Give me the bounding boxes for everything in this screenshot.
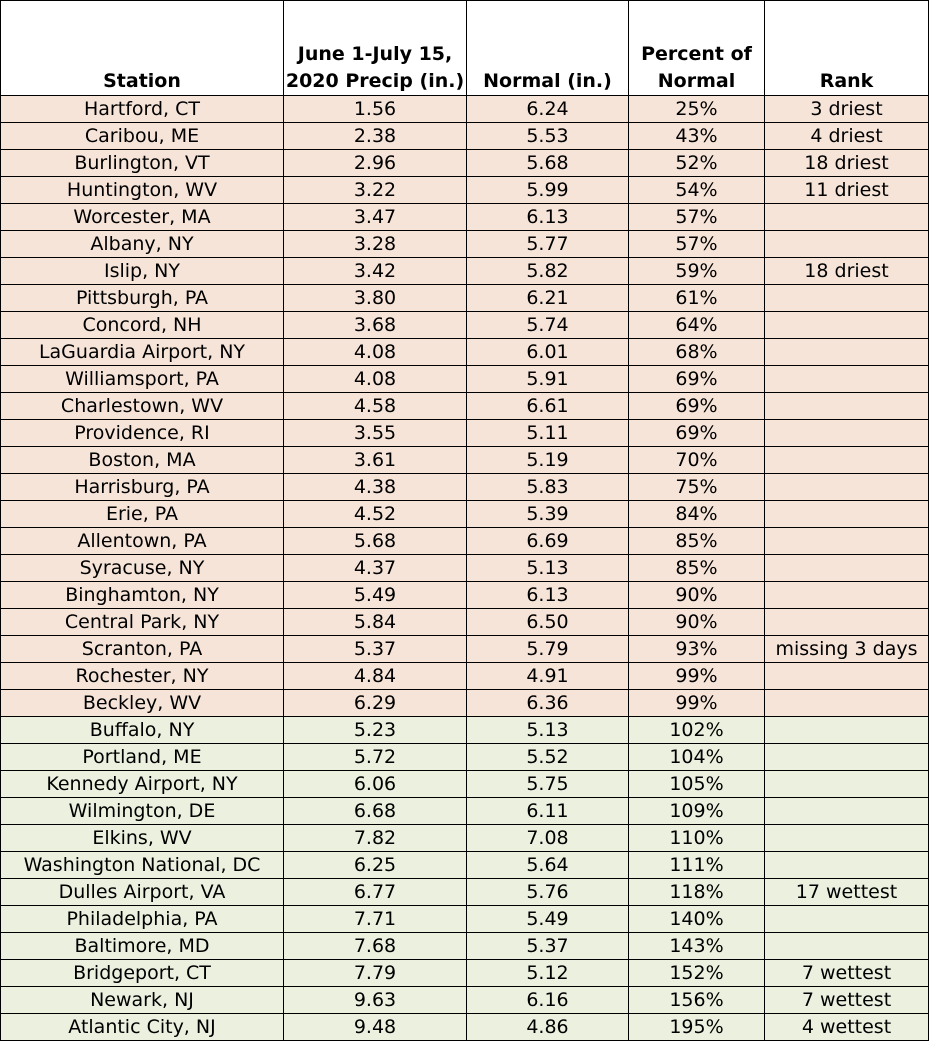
percent-cell: 110%: [629, 825, 765, 852]
percent-cell: 152%: [629, 960, 765, 987]
station-cell: Baltimore, MD: [1, 933, 284, 960]
station-cell: Caribou, ME: [1, 123, 284, 150]
normal-cell: 5.74: [467, 312, 629, 339]
normal-cell: 6.61: [467, 393, 629, 420]
table-row: [1, 1014, 929, 1041]
station-cell: Dulles Airport, VA: [1, 879, 284, 906]
rank-cell: missing 3 days: [765, 636, 929, 663]
normal-cell: 6.13: [467, 204, 629, 231]
normal-cell: 5.13: [467, 717, 629, 744]
station-cell: Philadelphia, PA: [1, 906, 284, 933]
precip-cell: 6.25: [284, 852, 467, 879]
rank-cell: [765, 609, 929, 636]
normal-cell: 5.76: [467, 879, 629, 906]
rank-cell: [765, 582, 929, 609]
station-cell: Erie, PA: [1, 501, 284, 528]
rank-cell: 18 driest: [765, 150, 929, 177]
table-row: [1, 474, 929, 501]
normal-cell: 4.91: [467, 663, 629, 690]
percent-cell: 99%: [629, 690, 765, 717]
precip-cell: 9.63: [284, 987, 467, 1014]
table-row: [1, 501, 929, 528]
precip-cell: 3.28: [284, 231, 467, 258]
station-cell: Syracuse, NY: [1, 555, 284, 582]
percent-cell: 59%: [629, 258, 765, 285]
station-cell: Elkins, WV: [1, 825, 284, 852]
normal-cell: 5.12: [467, 960, 629, 987]
rank-cell: [765, 906, 929, 933]
normal-cell: 5.75: [467, 771, 629, 798]
percent-cell: 61%: [629, 285, 765, 312]
station-cell: Bridgeport, CT: [1, 960, 284, 987]
station-cell: Kennedy Airport, NY: [1, 771, 284, 798]
percent-cell: 25%: [629, 96, 765, 123]
table-row: [1, 960, 929, 987]
station-cell: Williamsport, PA: [1, 366, 284, 393]
station-cell: Allentown, PA: [1, 528, 284, 555]
percent-cell: 99%: [629, 663, 765, 690]
table-row: [1, 393, 929, 420]
rank-cell: [765, 231, 929, 258]
table-row: [1, 150, 929, 177]
rank-cell: [765, 312, 929, 339]
station-cell: Washington National, DC: [1, 852, 284, 879]
normal-cell: 6.01: [467, 339, 629, 366]
table-row: [1, 798, 929, 825]
percent-cell: 85%: [629, 528, 765, 555]
header-normal: Normal (in.): [467, 1, 629, 96]
precip-cell: 5.49: [284, 582, 467, 609]
normal-cell: 5.11: [467, 420, 629, 447]
table-row: [1, 636, 929, 663]
rank-cell: [765, 798, 929, 825]
percent-cell: 109%: [629, 798, 765, 825]
normal-cell: 5.19: [467, 447, 629, 474]
station-cell: Boston, MA: [1, 447, 284, 474]
normal-cell: 5.13: [467, 555, 629, 582]
precip-cell: 3.55: [284, 420, 467, 447]
precip-cell: 1.56: [284, 96, 467, 123]
table-row: [1, 582, 929, 609]
normal-cell: 6.11: [467, 798, 629, 825]
station-cell: Albany, NY: [1, 231, 284, 258]
percent-cell: 105%: [629, 771, 765, 798]
precip-cell: 6.29: [284, 690, 467, 717]
normal-cell: 5.91: [467, 366, 629, 393]
table-row: [1, 744, 929, 771]
normal-cell: 6.16: [467, 987, 629, 1014]
rank-cell: [765, 825, 929, 852]
table-row: [1, 690, 929, 717]
rank-cell: 11 driest: [765, 177, 929, 204]
precip-cell: 5.23: [284, 717, 467, 744]
normal-cell: 6.21: [467, 285, 629, 312]
percent-cell: 75%: [629, 474, 765, 501]
precip-cell: 3.80: [284, 285, 467, 312]
normal-cell: 5.49: [467, 906, 629, 933]
table-row: [1, 906, 929, 933]
rank-cell: 7 wettest: [765, 987, 929, 1014]
percent-cell: 57%: [629, 231, 765, 258]
precip-cell: 7.68: [284, 933, 467, 960]
table-row: [1, 96, 929, 123]
station-cell: Central Park, NY: [1, 609, 284, 636]
percent-cell: 69%: [629, 420, 765, 447]
header-station: Station: [1, 1, 284, 96]
station-cell: Concord, NH: [1, 312, 284, 339]
precip-cell: 9.48: [284, 1014, 467, 1041]
precip-cell: 6.68: [284, 798, 467, 825]
precip-cell: 5.84: [284, 609, 467, 636]
rank-cell: [765, 744, 929, 771]
table-body: [1, 96, 929, 1041]
rank-cell: [765, 339, 929, 366]
precip-cell: 3.22: [284, 177, 467, 204]
percent-cell: 111%: [629, 852, 765, 879]
rank-cell: [765, 555, 929, 582]
percent-cell: 102%: [629, 717, 765, 744]
rank-cell: [765, 852, 929, 879]
precip-cell: 3.61: [284, 447, 467, 474]
precip-cell: 4.08: [284, 366, 467, 393]
table-row: [1, 339, 929, 366]
normal-cell: 6.69: [467, 528, 629, 555]
rank-cell: [765, 528, 929, 555]
percent-cell: 69%: [629, 366, 765, 393]
rank-cell: 18 driest: [765, 258, 929, 285]
table-row: [1, 177, 929, 204]
table-row: [1, 771, 929, 798]
percent-cell: 64%: [629, 312, 765, 339]
precip-cell: 3.47: [284, 204, 467, 231]
percent-cell: 70%: [629, 447, 765, 474]
station-cell: Beckley, WV: [1, 690, 284, 717]
normal-cell: 5.82: [467, 258, 629, 285]
percent-cell: 69%: [629, 393, 765, 420]
percent-cell: 195%: [629, 1014, 765, 1041]
table-row: [1, 933, 929, 960]
percent-cell: 143%: [629, 933, 765, 960]
station-cell: Rochester, NY: [1, 663, 284, 690]
percent-cell: 104%: [629, 744, 765, 771]
station-cell: Wilmington, DE: [1, 798, 284, 825]
rank-cell: [765, 285, 929, 312]
table-row: [1, 555, 929, 582]
table-row: [1, 528, 929, 555]
station-cell: Huntington, WV: [1, 177, 284, 204]
table-row: [1, 204, 929, 231]
percent-cell: 43%: [629, 123, 765, 150]
precip-cell: 2.38: [284, 123, 467, 150]
rank-cell: [765, 204, 929, 231]
station-cell: Binghamton, NY: [1, 582, 284, 609]
precip-cell: 4.37: [284, 555, 467, 582]
rank-cell: 4 driest: [765, 123, 929, 150]
rank-cell: [765, 501, 929, 528]
station-cell: Hartford, CT: [1, 96, 284, 123]
precip-cell: 7.82: [284, 825, 467, 852]
table-row: [1, 231, 929, 258]
precip-cell: 4.84: [284, 663, 467, 690]
rank-cell: [765, 393, 929, 420]
rank-cell: [765, 420, 929, 447]
table-row: [1, 123, 929, 150]
rank-cell: 17 wettest: [765, 879, 929, 906]
precip-cell: 4.52: [284, 501, 467, 528]
precip-cell: 6.77: [284, 879, 467, 906]
table-row: [1, 447, 929, 474]
station-cell: Atlantic City, NJ: [1, 1014, 284, 1041]
normal-cell: 5.68: [467, 150, 629, 177]
precip-cell: 4.58: [284, 393, 467, 420]
precip-cell: 5.37: [284, 636, 467, 663]
table-row: [1, 825, 929, 852]
rank-cell: 3 driest: [765, 96, 929, 123]
rank-cell: 7 wettest: [765, 960, 929, 987]
table-row: [1, 420, 929, 447]
precip-cell: 3.68: [284, 312, 467, 339]
normal-cell: 6.36: [467, 690, 629, 717]
normal-cell: 6.24: [467, 96, 629, 123]
header-percent: Percent of Normal: [629, 1, 765, 96]
precip-cell: 4.38: [284, 474, 467, 501]
station-cell: Portland, ME: [1, 744, 284, 771]
normal-cell: 5.64: [467, 852, 629, 879]
rank-cell: [765, 366, 929, 393]
rank-cell: [765, 933, 929, 960]
rank-cell: 4 wettest: [765, 1014, 929, 1041]
normal-cell: 5.79: [467, 636, 629, 663]
table-row: [1, 879, 929, 906]
percent-cell: 140%: [629, 906, 765, 933]
precip-cell: 7.71: [284, 906, 467, 933]
precip-cell: 3.42: [284, 258, 467, 285]
percent-cell: 57%: [629, 204, 765, 231]
rank-cell: [765, 663, 929, 690]
precip-cell: 4.08: [284, 339, 467, 366]
rank-cell: [765, 447, 929, 474]
percent-cell: 90%: [629, 609, 765, 636]
percent-cell: 118%: [629, 879, 765, 906]
percent-cell: 90%: [629, 582, 765, 609]
table-row: [1, 987, 929, 1014]
station-cell: Pittsburgh, PA: [1, 285, 284, 312]
station-cell: Providence, RI: [1, 420, 284, 447]
percent-cell: 68%: [629, 339, 765, 366]
table-row: [1, 717, 929, 744]
percent-cell: 52%: [629, 150, 765, 177]
rank-cell: [765, 690, 929, 717]
station-cell: Burlington, VT: [1, 150, 284, 177]
normal-cell: 5.77: [467, 231, 629, 258]
percent-cell: 54%: [629, 177, 765, 204]
normal-cell: 6.50: [467, 609, 629, 636]
precip-cell: 5.72: [284, 744, 467, 771]
table-row: [1, 609, 929, 636]
station-cell: Scranton, PA: [1, 636, 284, 663]
station-cell: Buffalo, NY: [1, 717, 284, 744]
normal-cell: 7.08: [467, 825, 629, 852]
header-row: [1, 1, 929, 96]
table-row: [1, 852, 929, 879]
station-cell: Harrisburg, PA: [1, 474, 284, 501]
precip-cell: 6.06: [284, 771, 467, 798]
station-cell: Worcester, MA: [1, 204, 284, 231]
table-row: [1, 663, 929, 690]
station-cell: Charlestown, WV: [1, 393, 284, 420]
percent-cell: 85%: [629, 555, 765, 582]
percent-cell: 84%: [629, 501, 765, 528]
header-rank: Rank: [765, 1, 929, 96]
rank-cell: [765, 771, 929, 798]
station-cell: Newark, NJ: [1, 987, 284, 1014]
station-cell: LaGuardia Airport, NY: [1, 339, 284, 366]
percent-cell: 156%: [629, 987, 765, 1014]
normal-cell: 5.99: [467, 177, 629, 204]
table-row: [1, 312, 929, 339]
normal-cell: 5.52: [467, 744, 629, 771]
header-precip: June 1-July 15, 2020 Precip (in.): [284, 1, 467, 96]
percent-cell: 93%: [629, 636, 765, 663]
table-row: [1, 285, 929, 312]
table-row: [1, 366, 929, 393]
rank-cell: [765, 717, 929, 744]
station-cell: Islip, NY: [1, 258, 284, 285]
normal-cell: 5.39: [467, 501, 629, 528]
precip-cell: 5.68: [284, 528, 467, 555]
normal-cell: 5.83: [467, 474, 629, 501]
rank-cell: [765, 474, 929, 501]
normal-cell: 4.86: [467, 1014, 629, 1041]
normal-cell: 5.53: [467, 123, 629, 150]
table-row: [1, 258, 929, 285]
precip-cell: 2.96: [284, 150, 467, 177]
precip-cell: 7.79: [284, 960, 467, 987]
normal-cell: 6.13: [467, 582, 629, 609]
normal-cell: 5.37: [467, 933, 629, 960]
